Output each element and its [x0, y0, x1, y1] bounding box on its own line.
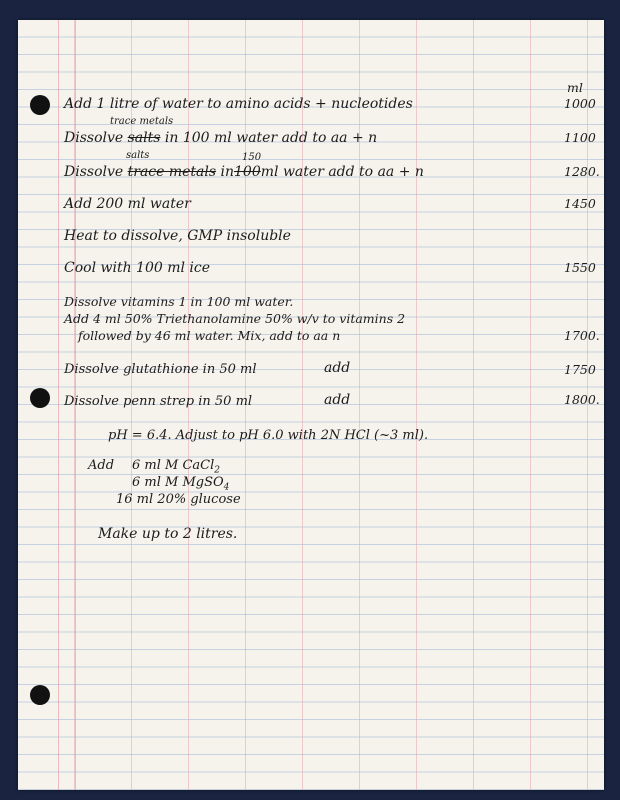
step-dissolve-salts — [64, 164, 424, 180]
volume-1: 1000 — [564, 96, 596, 111]
dissolve-word: Dissolve — [64, 164, 124, 180]
volume-6: 1700. — [564, 328, 600, 343]
step-followed-by-water: followed by 46 ml water. Mix, add to aa n — [78, 328, 341, 343]
step-make-up: Make up to 2 litres. — [98, 526, 238, 542]
step-heat: Heat to dissolve, GMP insoluble — [64, 228, 291, 244]
subscript: 4 — [223, 482, 230, 493]
mgso4-text: 6 ml M MgSO — [132, 475, 224, 490]
volume-4: 1450 — [564, 196, 596, 211]
dissolve-word: Dissolve — [64, 130, 124, 146]
step-add-200ml: Add 200 ml water — [64, 196, 191, 212]
step-penn-strep: Dissolve penn strep in 50 ml — [64, 394, 253, 409]
struck-word: trace metals — [127, 164, 217, 180]
volume-5: 1550 — [564, 260, 596, 275]
binder-hole-middle — [30, 388, 50, 408]
struck-number: 100 — [234, 164, 261, 180]
salts-insert: salts — [126, 150, 150, 161]
step-glutathione-add: add — [324, 360, 351, 376]
step-add-triethanolamine: Add 4 ml 50% Triethanolamine 50% w/v to vitamins 2 — [64, 311, 406, 326]
volume-7: 1750 — [564, 362, 596, 377]
step-dissolve-trace-metals — [64, 130, 377, 146]
step-glutathione: Dissolve glutathione in 50 ml — [64, 362, 257, 377]
volume-2: 1100 — [564, 130, 596, 145]
step-add-salts-label: Add — [88, 458, 115, 473]
binder-hole-top — [30, 95, 50, 115]
subscript: 2 — [214, 465, 220, 476]
step-add-water: Add 1 litre of water to amino acids + nucleotides — [64, 96, 413, 112]
step-cool: Cool with 100 ml ice — [64, 260, 211, 276]
volume-8: 1800. — [564, 392, 600, 407]
step-adjust-ph: pH = 6.4. Adjust to pH 6.0 with 2N HCl (~3 ml). — [108, 428, 429, 443]
cacl2-text: 6 ml M CaCl — [132, 458, 215, 473]
step-text: in — [220, 164, 235, 180]
step-dissolve-vitamins: Dissolve vitamins 1 in 100 ml water. — [64, 294, 294, 309]
binder-hole-bottom — [30, 685, 50, 705]
notebook-page — [18, 20, 604, 790]
step-penn-strep-add: add — [324, 392, 351, 408]
volume-insert: 150 — [242, 152, 262, 163]
step-text: ml water add to aa + n — [260, 164, 424, 180]
volume-3: 1280. — [564, 164, 600, 179]
volume-unit-header: ml — [567, 80, 583, 95]
step-text: in 100 ml water add to aa + n — [164, 130, 378, 146]
struck-word: salts — [127, 130, 161, 146]
step-glucose: 16 ml 20% glucose — [116, 492, 241, 507]
trace-metals-insert: trace metals — [110, 116, 174, 127]
